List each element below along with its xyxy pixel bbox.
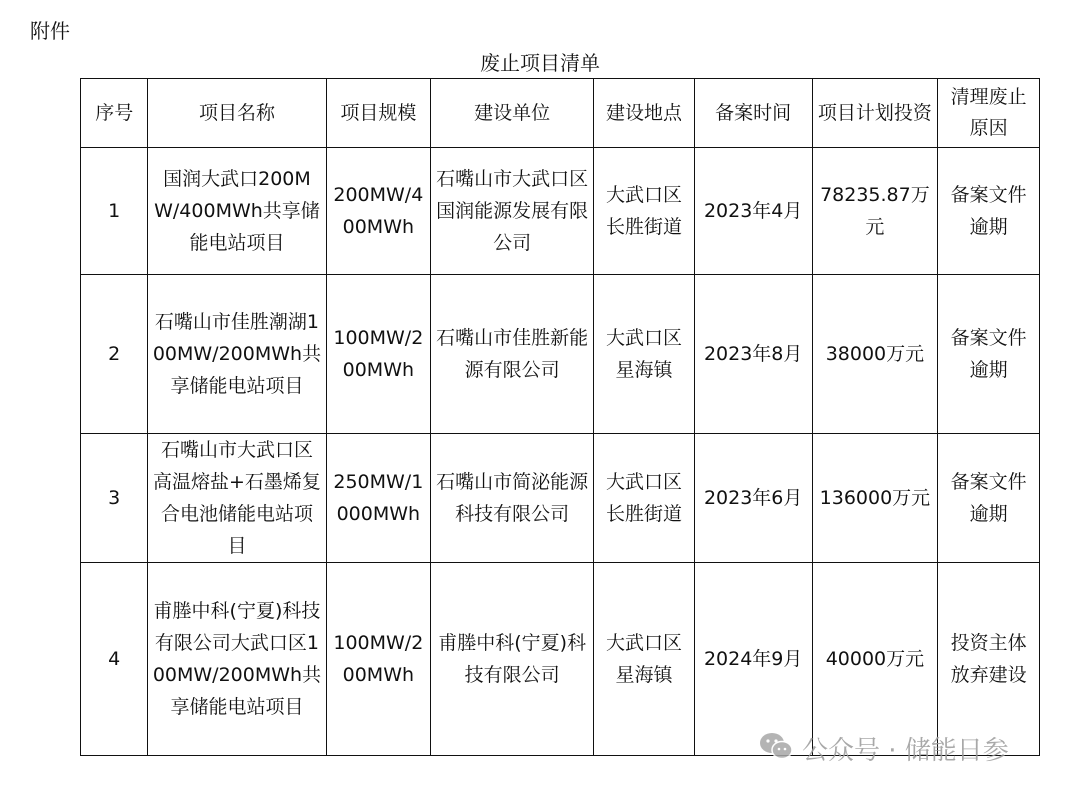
cell-filing-date: 2023年8月 [694,275,812,434]
header-abolish-reason: 清理废止原因 [938,79,1040,148]
header-project-name: 项目名称 [148,79,326,148]
table-row [81,434,1040,563]
cell-project-name: 国润大武口200MW/400MWh共享储能电站项目 [148,148,326,275]
cell-developer: 石嘴山市简泌能源科技有限公司 [431,434,594,563]
cell-location: 大武口区星海镇 [594,275,695,434]
abolished-projects-table [80,78,1040,756]
cell-planned-investment: 136000万元 [812,434,938,563]
cell-filing-date: 2023年4月 [694,148,812,275]
header-planned-investment: 项目计划投资 [812,79,938,148]
table-row [81,148,1040,275]
table-header-row [81,79,1040,148]
cell-project-scale: 200MW/400MWh [326,148,431,275]
cell-index: 4 [81,563,148,756]
cell-location: 大武口区长胜街道 [594,434,695,563]
cell-project-name: 石嘴山市大武口区高温熔盐+石墨烯复合电池储能电站项目 [148,434,326,563]
cell-planned-investment: 40000万元 [812,563,938,756]
cell-project-name: 甫塍中科(宁夏)科技有限公司大武口区100MW/200MWh共享储能电站项目 [148,563,326,756]
header-developer: 建设单位 [431,79,594,148]
cell-abolish-reason: 投资主体放弃建设 [938,563,1040,756]
cell-developer: 甫塍中科(宁夏)科技有限公司 [431,563,594,756]
cell-planned-investment: 78235.87万元 [812,148,938,275]
cell-developer: 石嘴山市佳胜新能源有限公司 [431,275,594,434]
cell-abolish-reason: 备案文件逾期 [938,434,1040,563]
header-location: 建设地点 [594,79,695,148]
header-filing-date: 备案时间 [694,79,812,148]
cell-developer: 石嘴山市大武口区国润能源发展有限公司 [431,148,594,275]
cell-abolish-reason: 备案文件逾期 [938,148,1040,275]
cell-project-scale: 250MW/1000MWh [326,434,431,563]
wechat-icon [758,731,794,770]
cell-filing-date: 2023年6月 [694,434,812,563]
cell-project-scale: 100MW/200MWh [326,563,431,756]
document-title: 废止项目清单 [480,51,600,75]
cell-location: 大武口区长胜街道 [594,148,695,275]
table-row [81,563,1040,756]
cell-filing-date: 2024年9月 [694,563,812,756]
watermark-text: 公众号 · 储能日参 [802,735,1009,766]
cell-index: 1 [81,148,148,275]
cell-project-name: 石嘴山市佳胜潮湖100MW/200MWh共享储能电站项目 [148,275,326,434]
cell-location: 大武口区星海镇 [594,563,695,756]
cell-abolish-reason: 备案文件逾期 [938,275,1040,434]
cell-index: 3 [81,434,148,563]
attachment-label: 附件 [30,19,70,43]
watermark [758,731,1009,770]
cell-planned-investment: 38000万元 [812,275,938,434]
cell-project-scale: 100MW/200MWh [326,275,431,434]
header-project-scale: 项目规模 [326,79,431,148]
cell-index: 2 [81,275,148,434]
table-row [81,275,1040,434]
header-index: 序号 [81,79,148,148]
